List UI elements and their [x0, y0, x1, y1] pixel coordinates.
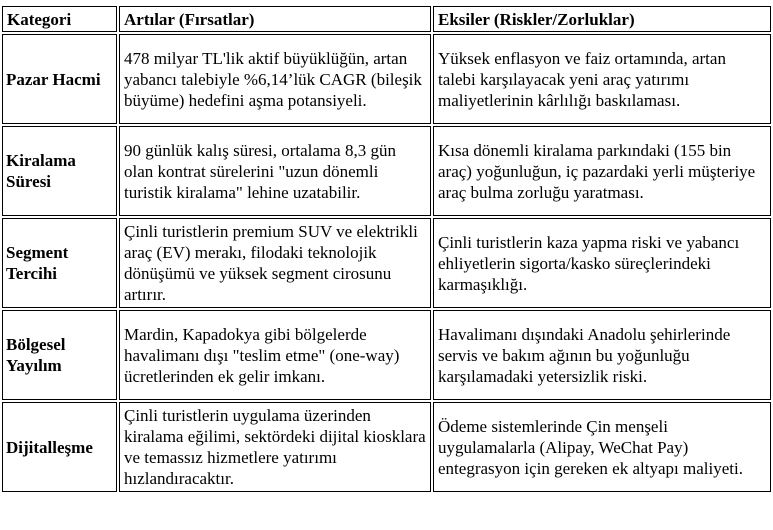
category-cell: Kiralama Süresi	[2, 126, 117, 216]
table-body	[2, 34, 771, 492]
pros-cell: Çinli turistlerin uygulama üzerinden kiralama eğilimi, sektördeki dijital kiosklara ve temassız hizmetlere yatırımı hızlandıracaktır.	[119, 402, 431, 492]
cons-cell: Çinli turistlerin kaza yapma riski ve yabancı ehliyetlerin sigorta/kasko süreçlerindeki karmaşıklığı.	[433, 218, 771, 308]
pros-cons-table	[0, 4, 773, 494]
pros-cell: Mardin, Kapadokya gibi bölgelerde havalimanı dışı "teslim etme" (one-way) ücretlerinden ek gelir imkanı.	[119, 310, 431, 400]
table-row	[2, 310, 771, 400]
category-cell: Bölgesel Yayılım	[2, 310, 117, 400]
pros-cell: Çinli turistlerin premium SUV ve elektrikli araç (EV) merakı, filodaki teknolojik dönüşümü ve yüksek segment cirosunu artırır.	[119, 218, 431, 308]
cons-cell: Kısa dönemli kiralama parkındaki (155 bin araç) yoğunluğun, iç pazardaki yerli müşteriye araç bulma zorluğu yaratması.	[433, 126, 771, 216]
table-row	[2, 218, 771, 308]
pros-cell: 478 milyar TL'lik aktif büyüklüğün, artan yabancı talebiyle %6,14’lük CAGR (bileşik büyüme) hedefini aşma potansiyeli.	[119, 34, 431, 124]
table-row	[2, 126, 771, 216]
header-row	[2, 6, 771, 32]
cons-cell: Havalimanı dışındaki Anadolu şehirlerinde servis ve bakım ağının bu yoğunluğu karşılamadaki yetersizlik riski.	[433, 310, 771, 400]
header-cons: Eksiler (Riskler/Zorluklar)	[433, 6, 771, 32]
category-cell: Pazar Hacmi	[2, 34, 117, 124]
table-row	[2, 402, 771, 492]
category-cell: Dijitalleşme	[2, 402, 117, 492]
cons-cell: Ödeme sistemlerinde Çin menşeli uygulamalarla (Alipay, WeChat Pay) entegrasyon için gereken ek altyapı maliyeti.	[433, 402, 771, 492]
header-pros: Artılar (Fırsatlar)	[119, 6, 431, 32]
cons-cell: Yüksek enflasyon ve faiz ortamında, artan talebi karşılayacak yeni araç yatırımı maliyetlerinin kârlılığı baskılaması.	[433, 34, 771, 124]
table-header	[2, 6, 771, 32]
category-cell: Segment Tercihi	[2, 218, 117, 308]
header-category: Kategori	[2, 6, 117, 32]
pros-cell: 90 günlük kalış süresi, ortalama 8,3 gün olan kontrat sürelerini "uzun dönemli turistik kiralama" lehine uzatabilir.	[119, 126, 431, 216]
table-row	[2, 34, 771, 124]
